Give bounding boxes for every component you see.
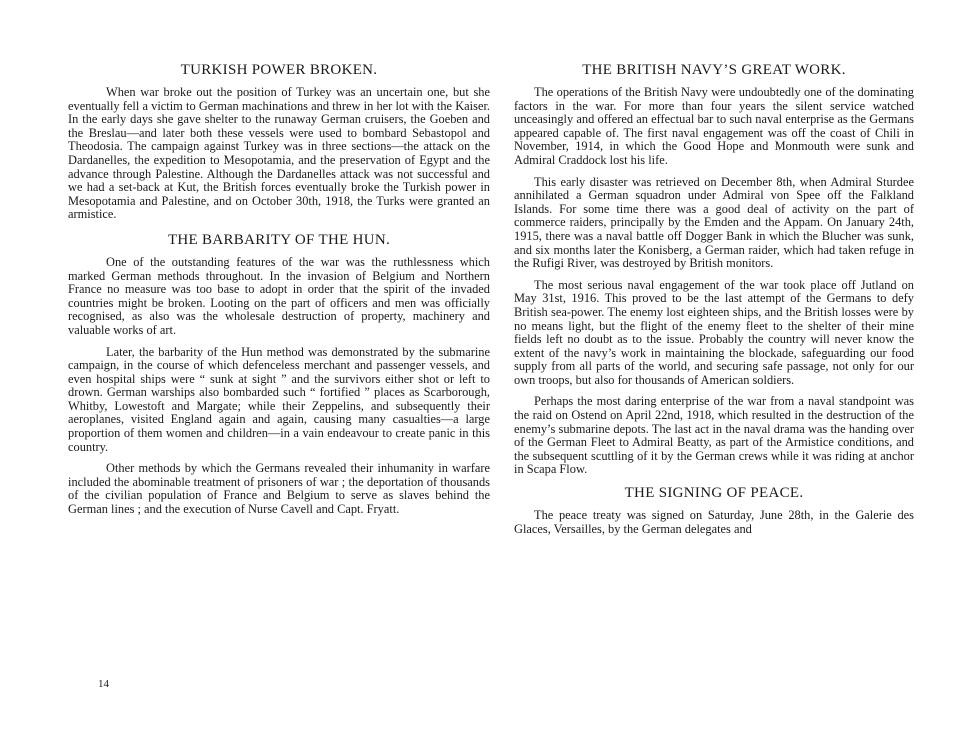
left-column [68, 62, 490, 525]
paragraph: The peace treaty was signed on Saturday, June 28th, in the Galerie des Glaces, Versailles, by the German delegates and [514, 508, 914, 536]
paragraph: Perhaps the most daring enterprise of the war from a naval standpoint was the raid on Ostend on April 22nd, 1918, which resulted in the destruction of the enemy’s submarine depots. The last act in the naval drama was the handing over of the German Fleet to Admiral Beatty, as part of the Armistice conditions, and the subsequent scuttling of it by the German crews while it was riding at anchor in Scapa Flow. [514, 394, 914, 477]
paragraph: This early disaster was retrieved on December 8th, when Admiral Sturdee annihilated a German squadron under Admiral von Spee off the Falkland Islands. For some time there was a good deal of activity on the part of commerce raiders, principally by the Emden and the Appam. On January 24th, 1915, there was a naval battle off Dogger Bank in which the Blucher was sunk, and six months later the Konisberg, a German raider, which had taken refuge in the Rufigi River, was destroyed by British monitors. [514, 174, 914, 271]
section-heading-british-navy: THE BRITISH NAVY’S GREAT WORK. [582, 62, 846, 78]
paragraph: Other methods by which the Germans revealed their inhumanity in warfare included the abominable treatment of prisoners of war ; the deportation of thousands of the civilian population of France and Belgium to serve as slaves behind the German lines ; and the execution of Nurse Cavell and Capt. Fryatt. [68, 461, 490, 517]
section-heading-barbarity: THE BARBARITY OF THE HUN. [167, 231, 391, 248]
paragraph: The operations of the British Navy were undoubtedly one of the dominating factors in the war. For more than four years the silent service watched unceasingly and offered an effectual bar to such naval enterprise as the Germans appeared capable of. The first naval engagement was off the coast of Chili in November, 1914, in which the Good Hope and Monmouth were sunk and Admiral Craddock lost his life. [514, 85, 914, 167]
section-heading-turkish-power: TURKISH POWER BROKEN. [180, 62, 378, 78]
right-column [514, 62, 914, 544]
paragraph: The most serious naval engagement of the war took place off Jutland on May 31st, 1916. This proved to be the last attempt of the Germans to defy British sea-power. The enemy lost eighteen ships, and the British losses were by no means light, but the flight of the enemy fleet to the shelter of their mine fields left no doubt as to the issue. Probably the country will never know the extent of the navy’s work in maintaining the blockade, safeguarding our food supply from all parts of the world, and securing safe passage, not only for our own troops, but also for thousands of American soldiers. [514, 277, 914, 387]
page-number: 14 [98, 678, 109, 690]
section-heading-signing-of-peace: THE SIGNING OF PEACE. [624, 485, 804, 502]
paragraph: When war broke out the position of Turkey was an uncertain one, but she eventually fell a victim to German machinations and threw in her lot with the Kaiser. In the early days she gave shelter to the runaway German cruisers, the Goeben and the Breslau—and later both these vessels were used to bombard Sebastopol and Theodosia. The campaign against Turkey was in three sections—the attack on the Dardanelles, the expedition to Mesopotamia, and the preservation of Egypt and the advance through Palestine. Although the Dardanelles attack was not successful and we had a set-back at Kut, the British forces eventually broke the Turkish power in Mesopotamia and Palestine, and on October 30th, 1918, the Turks were granted an armistice. [68, 85, 490, 222]
paragraph: One of the outstanding features of the war was the ruthlessness which marked German methods throughout. In the invasion of Belgium and Northern France no measure was too base to adopt in order that the spirit of the invaded countries might be broken. Looting on the part of officers and men was officially recognised, as also was the wholesale destruction of property, machinery and valuable works of art. [68, 254, 490, 337]
paragraph: Later, the barbarity of the Hun method was demonstrated by the submarine campaign, in the course of which defenceless merchant and passenger vessels, and even hospital ships were “ sunk at sight ” and the survivors either shot or left to drown. German warships also bombarded such “ fortified ” places as Scarborough, Whitby, Lowestoft and Margate; while their Zeppelins, and subsequently their aeroplanes, visited England again and again, causing many casualties—a large proportion of them women and children—in a vain endeavour to create panic in this country. [68, 344, 490, 454]
